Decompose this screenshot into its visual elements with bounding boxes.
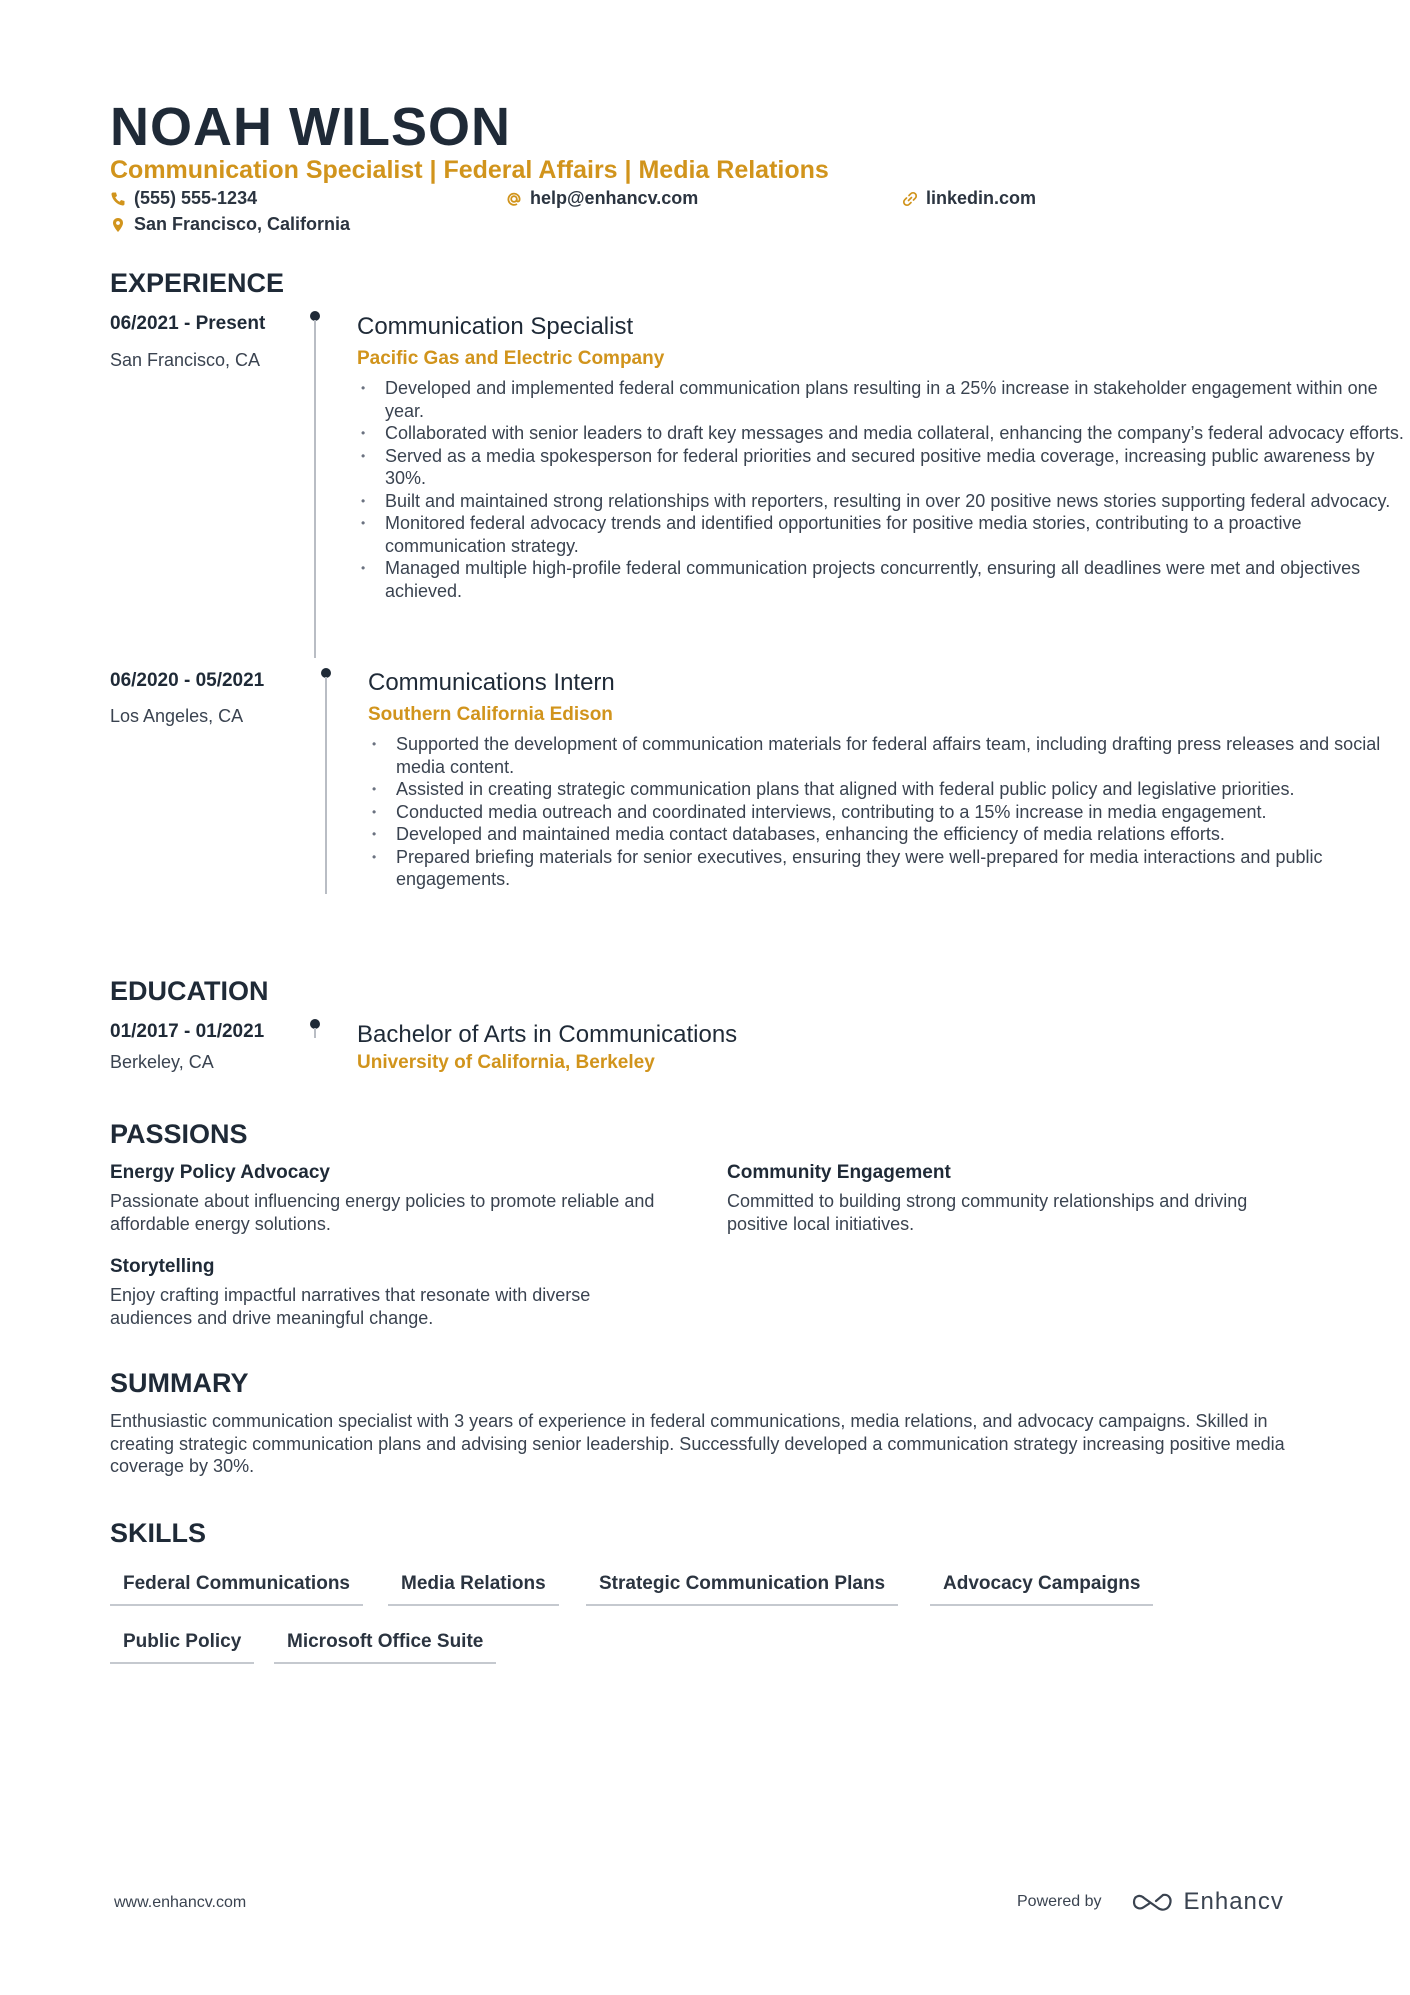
- list-item: • Supported the development of communication materials for federal affairs team, including drafting press releases and social media content.: [368, 733, 1410, 778]
- experience-heading: EXPERIENCE: [110, 268, 285, 298]
- skills-heading: SKILLS: [110, 1518, 207, 1548]
- phone-contact: [110, 188, 257, 209]
- skill-tag: Advocacy Campaigns: [930, 1573, 1153, 1606]
- education-date: 01/2017 - 01/2021: [110, 1021, 265, 1042]
- company-name: Southern California Edison: [368, 704, 613, 725]
- school-name: University of California, Berkeley: [357, 1052, 655, 1073]
- passions-heading: PASSIONS: [110, 1119, 248, 1149]
- list-item: • Built and maintained strong relationships with reporters, resulting in over 20 positive news stories supporting federal advocacy.: [357, 490, 1410, 513]
- job-location: San Francisco, CA: [110, 350, 261, 370]
- passion-description: Enjoy crafting impactful narratives that resonate with diverse audiences and drive meaningful change.: [110, 1285, 591, 1328]
- passion-description: Committed to building strong community relationships and driving positive local initiatives.: [727, 1191, 1248, 1234]
- job-date: 06/2020 - 05/2021: [110, 670, 265, 691]
- skill-tag: Strategic Communication Plans: [586, 1573, 898, 1606]
- location-text: San Francisco, California: [134, 214, 351, 234]
- link-icon: [902, 191, 918, 207]
- enhancv-logo-icon: [1130, 1890, 1176, 1914]
- footer-branding: [1017, 1888, 1284, 1916]
- job-title: Communication Specialist: [357, 313, 634, 340]
- list-item: • Conducted media outreach and coordinated interviews, contributing to a 15% increase in media engagement.: [368, 801, 1410, 824]
- company-name: Pacific Gas and Electric Company: [357, 348, 665, 369]
- list-item: • Prepared briefing materials for senior executives, ensuring they were well-prepared for media interactions and public engagements.: [368, 846, 1410, 891]
- list-item: • Developed and implemented federal communication plans resulting in a 25% increase in stakeholder engagement within one year.: [357, 377, 1410, 422]
- summary-heading: SUMMARY: [110, 1368, 249, 1398]
- list-item: • Developed and maintained media contact databases, enhancing the efficiency of media relations efforts.: [368, 823, 1410, 846]
- job-date: 06/2021 - Present: [110, 313, 266, 334]
- linkedin-contact[interactable]: [902, 188, 1036, 209]
- passion-title: Storytelling: [110, 1256, 215, 1277]
- location-pin-icon: [110, 217, 126, 233]
- candidate-name: NOAH WILSON: [110, 97, 511, 157]
- brand-name: Enhancv: [1183, 1888, 1284, 1915]
- email-address[interactable]: help@enhancv.com: [530, 188, 699, 208]
- phone-icon: [110, 191, 126, 207]
- education-location: Berkeley, CA: [110, 1052, 214, 1072]
- job-bullets: [357, 377, 1410, 602]
- skill-tag: Federal Communications: [110, 1573, 363, 1606]
- headline: Communication Specialist | Federal Affairs | Media Relations: [110, 156, 829, 184]
- timeline-line: [314, 320, 316, 658]
- list-item: • Monitored federal advocacy trends and identified opportunities for positive media stories, contributing to a proactive communication strategy.: [357, 512, 1410, 557]
- location-contact: [110, 214, 350, 235]
- list-item: • Served as a media spokesperson for federal priorities and secured positive media coverage, increasing public awareness by 30%.: [357, 445, 1410, 490]
- timeline-line: [314, 1028, 316, 1038]
- passion-description: Passionate about influencing energy policies to promote reliable and affordable energy solutions.: [110, 1191, 655, 1234]
- skill-tag: Microsoft Office Suite: [274, 1631, 496, 1664]
- skill-tag: Public Policy: [110, 1631, 254, 1664]
- job-location: Los Angeles, CA: [110, 706, 244, 726]
- phone-number: (555) 555-1234: [134, 188, 258, 208]
- timeline-line: [325, 677, 327, 894]
- list-item: • Managed multiple high-profile federal communication projects concurrently, ensuring all deadlines were met and objectives achieved.: [357, 557, 1410, 602]
- job-title: Communications Intern: [368, 669, 615, 696]
- summary-text: Enthusiastic communication specialist with 3 years of experience in federal communications, media relations, and advocacy campaigns. Skilled in creating strategic communication plans and advising senior leadership. Successfully developed a communication strategy increasing positive media coverage by 30%.: [110, 1411, 1285, 1476]
- footer-website[interactable]: www.enhancv.com: [114, 1894, 247, 1911]
- job-bullets: [368, 733, 1410, 891]
- email-contact[interactable]: [506, 188, 698, 209]
- passion-title: Energy Policy Advocacy: [110, 1162, 331, 1183]
- passion-title: Community Engagement: [727, 1162, 951, 1183]
- linkedin-link[interactable]: linkedin.com: [926, 188, 1037, 208]
- at-icon: [506, 191, 522, 207]
- degree-title: Bachelor of Arts in Communications: [357, 1021, 738, 1048]
- list-item: • Collaborated with senior leaders to draft key messages and media collateral, enhancing the company’s federal advocacy efforts.: [357, 422, 1410, 445]
- skill-tag: Media Relations: [388, 1573, 559, 1606]
- powered-by-label: Powered by: [1017, 1893, 1102, 1910]
- list-item: • Assisted in creating strategic communication plans that aligned with federal public policy and legislative priorities.: [368, 778, 1410, 801]
- education-heading: EDUCATION: [110, 976, 269, 1006]
